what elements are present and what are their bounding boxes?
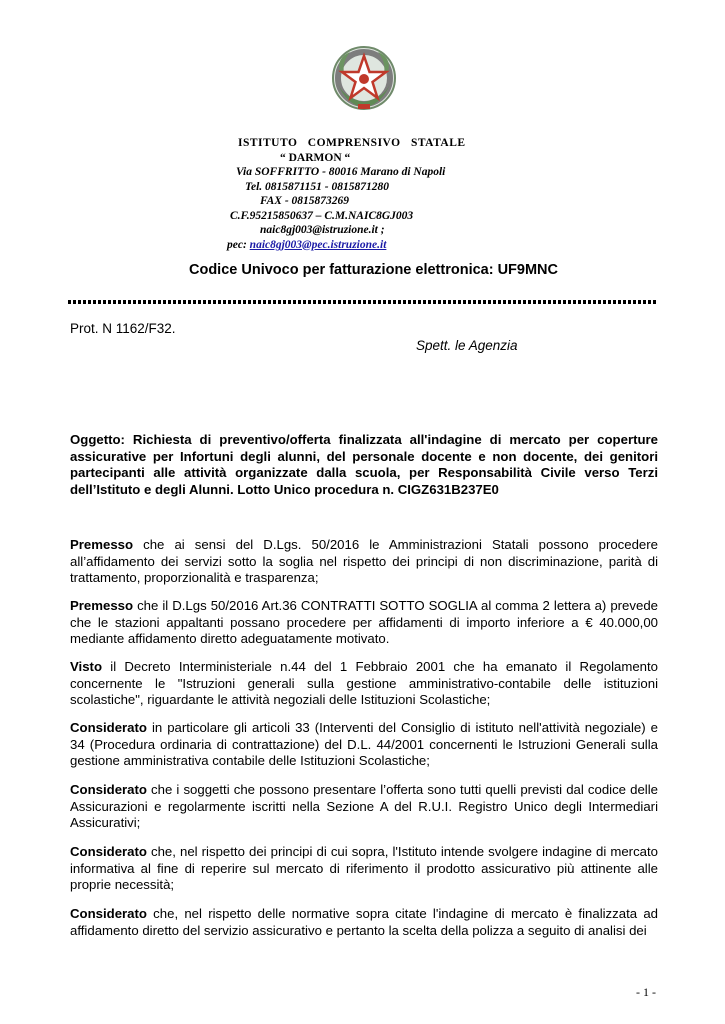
page-number: - 1 - <box>636 985 656 999</box>
paragraph-lead: Premesso <box>70 598 134 613</box>
pec-email-link[interactable]: naic8gj003@pec.istruzione.it <box>249 238 387 251</box>
paragraph-text: che, nel rispetto dei principi di cui sopra, l'Istituto intende svolgere indagine di mercato informativa al fine di reperire sul mercato di riferimento il prodotto assicurativo più attinente alle proprie necessità; <box>70 844 658 892</box>
paragraph-text: che, nel rispetto delle normative sopra citate l'indagine di mercato è finalizzata ad affidamento diretto del servizio assicurativo e pertanto la scelta della polizza a seguito di analisi dei <box>70 906 658 938</box>
school-name: “ DARMON “ <box>280 151 351 164</box>
school-fax: FAX - 0815873269 <box>260 195 350 207</box>
paragraph-text: che il D.Lgs 50/2016 Art.36 CONTRATTI SOTTO SOGLIA al comma 2 lettera a) prevede che le stazioni appaltanti possano procedere per affidamenti di importo inferiore a € 40.000,00 mediante affidamento diretto adeguatamente motivato. <box>70 598 658 646</box>
paragraph-lead: Considerato <box>70 844 147 859</box>
school-email: naic8gj003@istruzione.it ; <box>260 224 385 236</box>
paragraph-text: in particolare gli articoli 33 (Interventi del Consiglio di istituto nell'attività negoziale) e 34 (Procedura ordinaria di contrattazione) del D.L. 44/2001 concernenti le Istruzioni Generali sulla gestione amministrativa contabile delle Istituzioni Scolastiche; <box>70 720 658 768</box>
school-address: Via SOFFRITTO - 80016 Marano di Napoli <box>236 166 446 178</box>
paragraph-considerato-3 <box>70 844 658 894</box>
subject-paragraph: Oggetto: Richiesta di preventivo/offerta finalizzata all'indagine di mercato per coperture assicurative per Infortuni degli alunni, del personale docente e non docente, dei genitori partecipanti alle attività organizzate dalla scuola, per Responsabilità Civile verso Terzi dell’Istituto e degli Alunni. Lotto Unico procedura n. CIGZ631B237E0 <box>70 432 658 497</box>
paragraph-considerato-4 <box>70 906 658 939</box>
school-phone: Tel. 0815871151 - 0815871280 <box>245 180 389 193</box>
paragraph-lead: Premesso <box>70 537 134 552</box>
protocol-number: Prot. N 1162/F32. <box>70 321 176 336</box>
paragraph-premesso-2 <box>70 598 658 648</box>
recipient: Spett. le Agenzia <box>416 338 518 353</box>
paragraph-text: che ai sensi del D.Lgs. 50/2016 le Amministrazioni Statali possono procedere all’affidamento dei servizi sotto la soglia nel rispetto dei principi di non discriminazione, parità di trattamento, proporzionalità e trasparenza; <box>70 537 658 585</box>
paragraph-lead: Considerato <box>70 906 147 921</box>
school-type: ISTITUTO COMPRENSIVO STATALE <box>238 137 466 149</box>
school-pec <box>150 238 580 253</box>
paragraph-lead: Considerato <box>70 782 147 797</box>
paragraph-text: che i soggetti che possono presentare l’offerta sono tutti quelli previsti dal codice delle Assicurazioni e regolarmente iscritti nella Sezione A del R.U.I. Registro Unico degli Intermediari Assicurativi; <box>70 782 658 830</box>
pec-label: pec: <box>227 238 247 251</box>
paragraph-considerato-1 <box>70 720 658 770</box>
italian-republic-emblem-icon <box>328 42 400 114</box>
codice-univoco: Codice Univoco per fatturazione elettronica: UF9MNC <box>189 262 558 278</box>
paragraph-considerato-2 <box>70 782 658 832</box>
paragraph-lead: Visto <box>70 659 103 674</box>
paragraph-text: il Decreto Interministeriale n.44 del 1 Febbraio 2001 che ha emanato il Regolamento concernente le "Istruzioni generali sulla gestione amministrativo-contabile delle istituzioni scolastiche", riguardante le attività negoziali delle Istituzioni Scolastiche; <box>70 659 658 707</box>
paragraph-premesso-1 <box>70 537 658 587</box>
paragraph-lead: Considerato <box>70 720 147 735</box>
letterhead <box>150 136 580 252</box>
dotted-divider <box>68 300 657 304</box>
school-codes: C.F.95215850637 – C.M.NAIC8GJ003 <box>230 209 414 222</box>
paragraph-visto <box>70 659 658 709</box>
